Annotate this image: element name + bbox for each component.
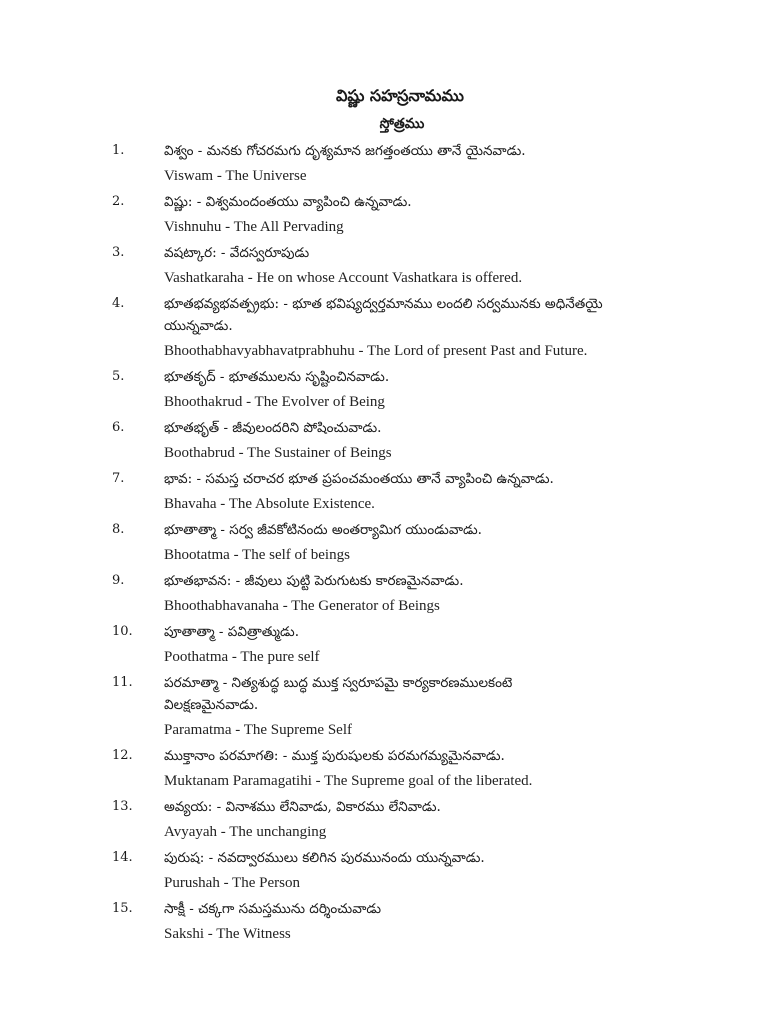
entry-number: 6.	[112, 420, 125, 435]
list-item	[112, 468, 712, 519]
english-translation: Sakshi - The Witness	[164, 926, 291, 942]
list-item	[112, 519, 712, 570]
entry-number: 1.	[112, 143, 125, 158]
telugu-meaning: సాక్షీ - చక్కగా సమస్తమును దర్శించువాడు	[164, 901, 382, 917]
entry-number: 9.	[112, 573, 125, 588]
list-item	[112, 140, 712, 191]
page-title: విష్ణు సహస్రనామము	[336, 86, 464, 105]
english-translation: Avyayah - The unchanging	[164, 824, 327, 840]
entry-number: 7.	[112, 471, 125, 486]
entry-number: 5.	[112, 369, 125, 384]
entry-number: 2.	[112, 194, 125, 209]
telugu-meaning: యున్నవాడు.	[164, 318, 233, 334]
entry-number: 12.	[112, 748, 133, 763]
list-item	[112, 847, 712, 898]
english-translation: Paramatma - The Supreme Self	[164, 722, 352, 738]
english-translation: Purushah - The Person	[164, 875, 300, 891]
entry-number: 3.	[112, 245, 125, 260]
list-item	[112, 796, 712, 847]
telugu-meaning: భూతకృద్ - భూతములను సృష్టించినవాడు.	[164, 369, 390, 385]
entry-number: 11.	[112, 675, 133, 690]
entry-number: 4.	[112, 296, 125, 311]
list-item	[112, 672, 712, 745]
telugu-meaning: పరమాత్మా - నిత్యశుద్ధ బుద్ధ ముక్త స్వరూపమై కార్యకారణములకంటె	[164, 675, 513, 691]
english-translation: Bhavaha - The Absolute Existence.	[164, 496, 375, 512]
english-translation: Viswam - The Universe	[164, 168, 307, 184]
list-item	[112, 745, 712, 796]
telugu-meaning: వషట్కార: - వేదస్వరూపుడు	[164, 245, 310, 261]
telugu-meaning: పూతాత్మా - పవిత్రాత్ముడు.	[164, 624, 300, 640]
list-item	[112, 293, 712, 366]
telugu-meaning: పురుష: - నవద్వారములు కలిగిన పురమునందు యున్నవాడు.	[164, 850, 485, 866]
english-translation: Bhootatma - The self of beings	[164, 547, 350, 563]
page-subtitle: స్తోత్రము	[379, 116, 425, 132]
list-item	[112, 191, 712, 242]
list-item	[112, 621, 712, 672]
english-translation: Bhoothabhavyabhavatprabhuhu - The Lord of present Past and Future.	[164, 343, 588, 359]
entry-number: 10.	[112, 624, 133, 639]
english-translation: Bhoothakrud - The Evolver of Being	[164, 394, 385, 410]
english-translation: Muktanam Paramagatihi - The Supreme goal of the liberated.	[164, 773, 533, 789]
telugu-meaning: అవ్యయ: - వినాశము లేనివాడు, వికారము లేనివాడు.	[164, 799, 441, 815]
entry-number: 15.	[112, 901, 133, 916]
entry-number: 14.	[112, 850, 133, 865]
list-item	[112, 366, 712, 417]
telugu-meaning: భూతభావన: - జీవులు పుట్టి పెరుగుటకు కారణమైనవాడు.	[164, 573, 464, 589]
telugu-meaning: విశ్వం - మనకు గోచరమగు దృశ్యమాన జగత్తంతయు తానే యైనవాడు.	[164, 143, 526, 159]
telugu-meaning: విష్ణు: - విశ్వమందంతయు వ్యాపించి ఉన్నవాడు.	[164, 194, 412, 210]
english-translation: Bhoothabhavanaha - The Generator of Beings	[164, 598, 440, 614]
telugu-meaning: భూతాత్మా - సర్వ జీవకోటినందు అంతర్యామిగ యుండువాడు.	[164, 522, 482, 538]
telugu-meaning: భావ: - సమస్త చరాచర భూత ప్రపంచమంతయు తానే వ్యాపించి ఉన్నవాడు.	[164, 471, 554, 487]
list-item	[112, 242, 712, 293]
telugu-meaning: విలక్షణమైనవాడు.	[164, 697, 259, 713]
telugu-meaning: భూతభృత్ - జీవులందరిని పోషించువాడు.	[164, 420, 382, 436]
english-translation: Vishnuhu - The All Pervading	[164, 219, 344, 235]
list-item	[112, 417, 712, 468]
list-item	[112, 898, 712, 949]
name-list	[112, 140, 712, 949]
telugu-meaning: భూతభవ్యభవత్ప్రభు: - భూత భవిష్యద్వర్తమానము లందలి సర్వమునకు అధినేతయై	[164, 296, 603, 312]
english-translation: Boothabrud - The Sustainer of Beings	[164, 445, 392, 461]
english-translation: Vashatkaraha - He on whose Account Vashatkara is offered.	[164, 270, 523, 286]
telugu-meaning: ముక్తానాం పరమాగతి: - ముక్త పురుషులకు పరమగమ్యమైనవాడు.	[164, 748, 505, 764]
list-item	[112, 570, 712, 621]
english-translation: Poothatma - The pure self	[164, 649, 320, 665]
entry-number: 13.	[112, 799, 133, 814]
entry-number: 8.	[112, 522, 125, 537]
